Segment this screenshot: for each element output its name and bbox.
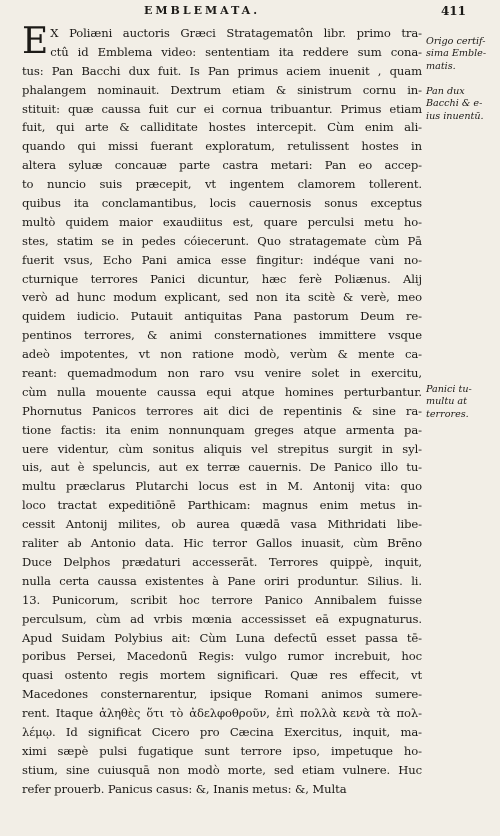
text-line: pentinos terrores, & animi consternationes immittere vsque <box>22 328 422 343</box>
margin-note-line: Bacchi & e- <box>426 98 483 110</box>
text-line: verò ad hunc modum explicant, sed non ita scitè & verè, meo <box>22 290 422 305</box>
text-line: perculsum, cùm ad vrbis mœnia accessisset eā expugnaturus. <box>22 611 422 626</box>
margin-note <box>426 36 496 73</box>
margin-note-line: terrores. <box>426 408 469 420</box>
margin-note-line: matis. <box>426 60 456 72</box>
text-line: adeò impotentes, vt non ratione modò, verùm & mente ca- <box>22 347 422 362</box>
margin-note-line: Pan dux <box>426 86 465 97</box>
text-line: tus: Pan Bacchi dux fuit. Is Pan primus aciem inuenit , quam <box>22 63 422 78</box>
text-line: cùm nulla mouente caussa equi atque homines perturbantur. <box>22 384 422 399</box>
page-number: 411 <box>440 4 466 18</box>
text-line: fuit, qui arte & calliditate hostes intercepit. Cùm enim ali- <box>22 120 422 135</box>
text-line: poribus Persei, Macedonū Regis: vulgo rumor increbuit, hoc <box>22 649 422 664</box>
text-line: cturnique terrores Panici dicuntur, hæc ferè Poliænus. Alij <box>22 271 422 286</box>
margin-note <box>426 384 496 421</box>
text-line: Phornutus Panicos terrores ait dici de repentinis & sine ra- <box>22 403 422 418</box>
text-line: Macedones consternarentur, ipsique Romani animos sumere- <box>22 687 422 702</box>
margin-note-line: ius inuentū. <box>426 110 484 122</box>
margin-note-line: Panici tu- <box>426 384 472 395</box>
body-text <box>22 21 422 799</box>
text-line: multu præclarus Plutarchi locus est in M. Antonij vita: quo <box>22 479 422 494</box>
margin-note-line: multu at <box>426 396 468 408</box>
text-line: raliter ab Antonio data. Hic terror Gallos inuasit, cùm Brēno <box>22 536 422 551</box>
margin-note-line: Origo certif- <box>426 36 486 47</box>
text-line: quidem iudicio. Putauit antiquitas Pana pastorum Deum re- <box>22 309 422 324</box>
margin-note-line: sima Emble- <box>426 48 487 60</box>
text-line: nulla certa caussa existentes à Pane oriri produntur. Silius. li. <box>22 573 422 588</box>
text-line: stes, statim se in pedes cóiecerunt. Quo stratagemate cùm Pā <box>22 233 422 248</box>
page-header <box>26 4 466 22</box>
text-line: cessit Antonij milites, ob aurea quædā vasa Mithridati libe- <box>22 517 422 532</box>
text-line: Apud Suidam Polybius ait: Cùm Luna defectū esset passa tē- <box>22 630 422 645</box>
text-line: to nuncio suis præcepit, vt ingentem clamorem tollerent. <box>22 177 422 192</box>
text-line: reant: quemadmodum non raro vsu venire solet in exercitu, <box>22 366 422 381</box>
text-line: quando qui missi fuerant exploratum, retulissent hostes in <box>22 139 422 154</box>
text-line: Duce Delphos prædaturi accesserāt. Terrores quippè, inquit, <box>22 554 422 569</box>
running-title: EMBLEMATA. <box>144 4 261 17</box>
text-line: tione factis: ita enim nonnunquam greges atque armenta pa- <box>22 422 422 437</box>
text-line: phalangem nominauit. Dextrum etiam & sinistrum cornu in- <box>22 82 422 97</box>
text-line: uere videntur, cùm sonitus aliquis vel strepitus surgit in syl- <box>22 441 422 456</box>
text-line: ximi sæpè pulsi fugatique sunt terrore ipso, impetuque ho- <box>22 743 422 758</box>
text-line: quibus ita conclamantibus, locis cauernosis sonus exceptus <box>22 196 422 211</box>
text-line: ctû id Emblema video: sententiam ita reddere sum cona- <box>50 44 422 59</box>
drop-cap: E <box>22 21 49 62</box>
margin-note <box>426 86 496 123</box>
text-line: rent. Itaque ἀληθὲς ὅτι τὸ ἀδελφοθροῦν, ἐπὶ πολλὰ κενὰ τὰ πολ- <box>22 706 422 721</box>
text-line: X Poliæni auctoris Græci Stratagematôn libr. primo tra- <box>50 26 422 40</box>
text-line: stium, sine cuiusquā non modò morte, sed etiam vulnere. Huc <box>22 762 422 777</box>
text-line: altera syluæ concauæ parte castra metari: Pan eo accep- <box>22 158 422 173</box>
text-line: quasi ostento regis mortem significari. Quæ res effecit, vt <box>22 668 422 683</box>
text-line: refer prouerb. Panicus casus: &, Inanis metus: &, Multa <box>22 781 347 796</box>
text-line: 13. Punicorum, scribit hoc terrore Panico Annibalem fuisse <box>22 592 422 607</box>
text-line: multò quidem maior exaudiitus est, quare perculsi metu ho- <box>22 214 422 229</box>
text-line: λέμῳ. Id significat Cicero pro Cæcina Exercitus, inquit, ma- <box>22 724 422 739</box>
text-line: uis, aut è speluncis, aut ex terræ cauernis. De Panico illo tu- <box>22 460 422 475</box>
text-line: loco tractat expeditiōnē Parthicam: magnus enim metus in- <box>22 498 422 513</box>
text-line: fuerit vsus, Echo Pani amica esse fingitur: indéque vani no- <box>22 252 422 267</box>
text-line: stituit: quæ caussa fuit cur ei cornua tribuantur. Primus etiam <box>22 101 422 116</box>
